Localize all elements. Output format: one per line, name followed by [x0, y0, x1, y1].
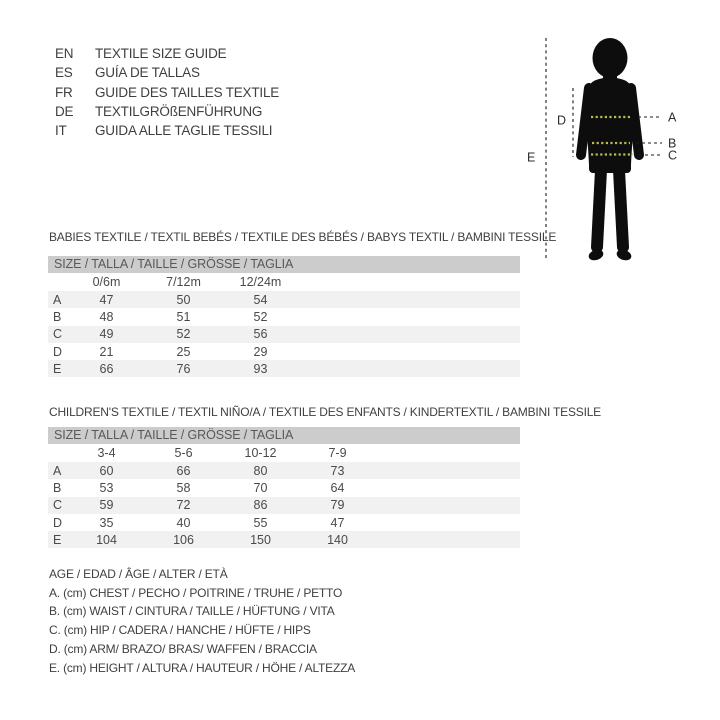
children-size-header-bar: SIZE / TALLA / TAILLE / GRÖSSE / TAGLIA [48, 427, 520, 444]
children-column-header-row [48, 444, 520, 462]
language-label: GUÍA DE TALLAS [95, 65, 200, 81]
cell: 70 [253, 480, 268, 495]
table-row [48, 531, 520, 548]
table-row [48, 360, 520, 377]
row-label: A [53, 463, 62, 478]
cell: 76 [176, 361, 191, 376]
cell: 54 [253, 292, 268, 307]
language-label: GUIDE DES TAILLES TEXTILE [95, 84, 280, 100]
measurement-legend [49, 565, 355, 677]
figure-label-waist: B [668, 136, 677, 151]
cell: 72 [176, 498, 191, 513]
column-header: 0/6m [92, 275, 121, 289]
cell: 64 [330, 480, 345, 495]
table-row [48, 462, 520, 479]
cell: 51 [176, 309, 191, 324]
table-row [48, 479, 520, 496]
cell: 56 [253, 327, 268, 342]
cell: 150 [250, 532, 271, 547]
cell: 25 [176, 344, 191, 359]
column-header: 10-12 [244, 446, 277, 460]
cell: 40 [176, 515, 191, 530]
row-label: B [53, 309, 62, 324]
language-code: FR [55, 84, 73, 100]
row-label: B [53, 480, 62, 495]
legend-item-chest: A. (cm) CHEST / PECHO / POITRINE / TRUHE / PETTO [49, 585, 343, 600]
cell: 66 [176, 463, 191, 478]
cell: 21 [99, 344, 114, 359]
measurement-figure [500, 25, 700, 265]
row-label: A [53, 292, 62, 307]
cell: 80 [253, 463, 268, 478]
cell: 48 [99, 309, 114, 324]
cell: 86 [253, 498, 268, 513]
children-size-table [48, 427, 520, 548]
babies-size-table [48, 256, 520, 377]
cell: 66 [99, 361, 114, 376]
language-list [55, 44, 279, 140]
cell: 53 [99, 480, 114, 495]
children-section-title: CHILDREN'S TEXTILE / TEXTIL NIÑO/A / TEXTILE DES ENFANTS / KINDERTEXTIL / BAMBINI TESSILE [49, 405, 601, 419]
language-row [55, 83, 279, 102]
cell: 52 [176, 327, 191, 342]
column-header: 7/12m [166, 275, 201, 289]
cell: 59 [99, 498, 114, 513]
child-silhouette-icon [500, 25, 700, 265]
figure-label-arm: D [557, 113, 567, 128]
babies-section-title: BABIES TEXTILE / TEXTIL BEBÉS / TEXTILE DES BÉBÉS / BABYS TEXTIL / BAMBINI TESSILE [49, 230, 557, 244]
legend-item-waist: B. (cm) WAIST / CINTURA / TAILLE / HÜFTUNG / VITA [49, 604, 335, 619]
babies-column-header-row [48, 273, 520, 291]
legend-item-arm: D. (cm) ARM/ BRAZO/ BRAS/ WAFFEN / BRACCIA [49, 641, 317, 656]
cell: 104 [96, 532, 117, 547]
figure-label-chest: A [668, 110, 677, 125]
language-label: GUIDA ALLE TAGLIE TESSILI [95, 123, 273, 139]
legend-item-height: E. (cm) HEIGHT / ALTURA / HAUTEUR / HÖHE / ALTEZZA [49, 660, 356, 675]
row-label: D [53, 344, 63, 359]
legend-item-hip: C. (cm) HIP / CADERA / HANCHE / HÜFTE / HIPS [49, 623, 311, 638]
row-label: C [53, 327, 63, 342]
row-label: D [53, 515, 63, 530]
table-row [48, 514, 520, 531]
cell: 35 [99, 515, 114, 530]
cell: 79 [330, 498, 345, 513]
cell: 47 [330, 515, 345, 530]
language-code: IT [55, 123, 67, 139]
language-label: TEXTILGRÖßENFÜHRUNG [95, 103, 263, 119]
column-header: 7-9 [328, 446, 347, 460]
language-row [55, 63, 279, 82]
language-row [55, 102, 279, 121]
legend-age-line: AGE / EDAD / ÂGE / ALTER / ETÀ [49, 567, 228, 581]
language-code: EN [55, 46, 74, 61]
language-code: ES [55, 65, 73, 81]
language-row [55, 44, 279, 63]
cell: 140 [327, 532, 348, 547]
table-row [48, 497, 520, 514]
cell: 55 [253, 515, 268, 530]
row-label: C [53, 498, 63, 513]
cell: 49 [99, 327, 114, 342]
table-row [48, 291, 520, 308]
cell: 29 [253, 344, 268, 359]
cell: 60 [99, 463, 114, 478]
column-header: 3-4 [97, 446, 116, 460]
table-row [48, 343, 520, 360]
figure-label-height: E [527, 150, 536, 165]
table-row [48, 308, 520, 325]
language-row [55, 121, 279, 140]
cell: 106 [173, 532, 194, 547]
figure-label-hip: C [668, 148, 678, 163]
table-row [48, 326, 520, 343]
cell: 73 [330, 463, 345, 478]
babies-size-header-bar: SIZE / TALLA / TAILLE / GRÖSSE / TAGLIA [48, 256, 520, 273]
cell: 93 [253, 361, 268, 376]
column-header: 12/24m [239, 275, 282, 289]
cell: 58 [176, 480, 191, 495]
column-header: 5-6 [174, 446, 193, 460]
language-code: DE [55, 103, 74, 119]
language-label: TEXTILE SIZE GUIDE [95, 46, 227, 61]
cell: 50 [176, 292, 191, 307]
row-label: E [53, 532, 62, 547]
cell: 52 [253, 309, 268, 324]
row-label: E [53, 361, 62, 376]
cell: 47 [99, 292, 114, 307]
